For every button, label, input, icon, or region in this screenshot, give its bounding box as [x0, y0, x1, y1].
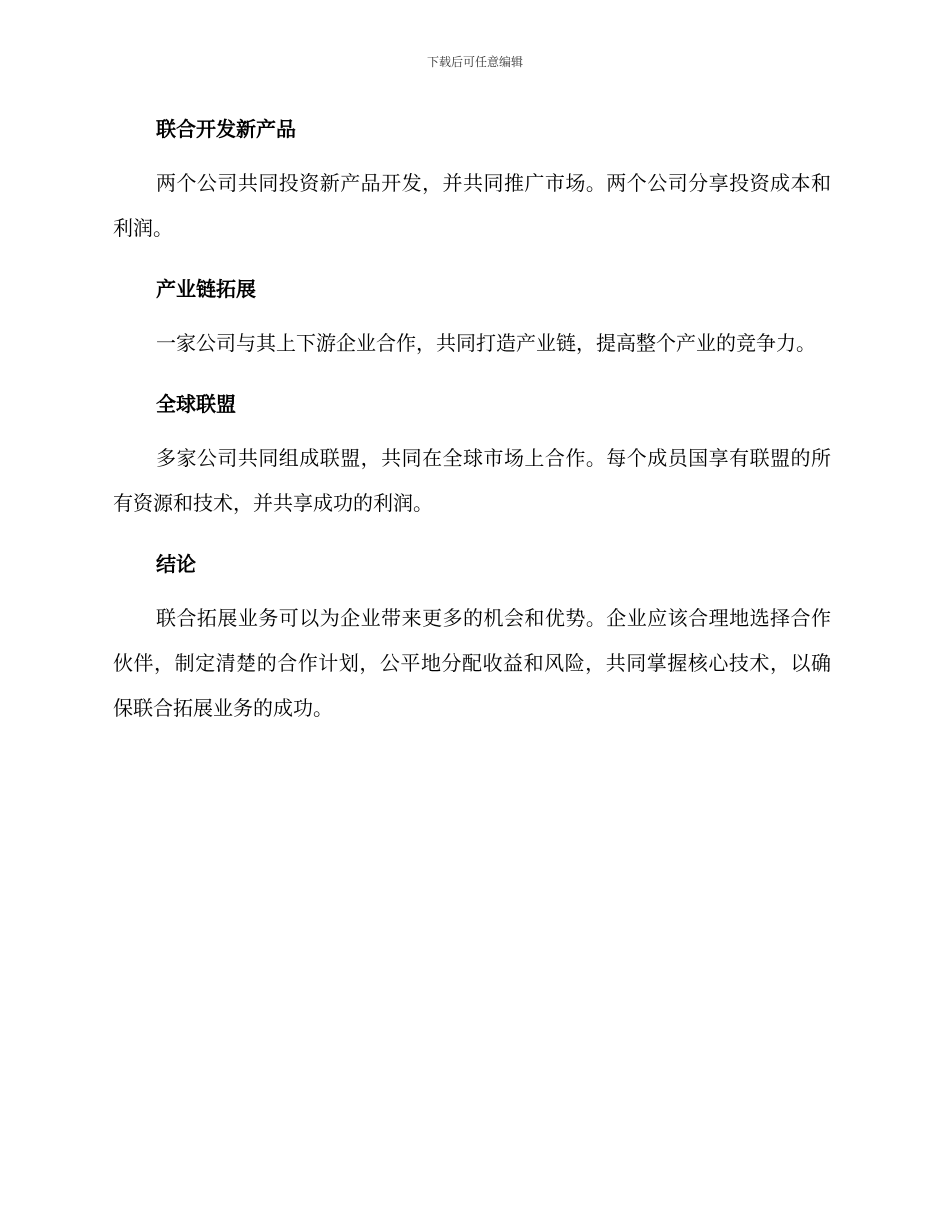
section-global-alliance: [113, 387, 831, 526]
header-note: 下载后可任意编辑: [426, 55, 523, 69]
section-paragraph: 联合拓展业务可以为企业带来更多的机会和优势。企业应该合理地选择合作伙伴，制定清楚的合作计划，公平地分配收益和风险，共同掌握核心技术，以确保联合拓展业务的成功。: [113, 606, 831, 720]
section-heading: 结论: [156, 552, 196, 576]
section-heading: 产业链拓展: [156, 277, 256, 301]
section-heading: 联合开发新产品: [156, 117, 296, 141]
section-paragraph: 多家公司共同组成联盟，共同在全球市场上合作。每个成员国享有联盟的所有资源和技术，并共享成功的利润。: [113, 446, 831, 515]
section-heading: 全球联盟: [156, 392, 236, 416]
section-paragraph: 一家公司与其上下游企业合作，共同打造产业链，提高整个产业的竞争力。: [156, 331, 816, 355]
section-joint-product-development: [113, 112, 831, 251]
section-industry-chain-expansion: [113, 272, 831, 366]
section-conclusion: [113, 547, 831, 731]
section-paragraph: 两个公司共同投资新产品开发，并共同推广市场。两个公司分享投资成本和利润。: [113, 171, 831, 240]
document-body: [113, 112, 831, 752]
